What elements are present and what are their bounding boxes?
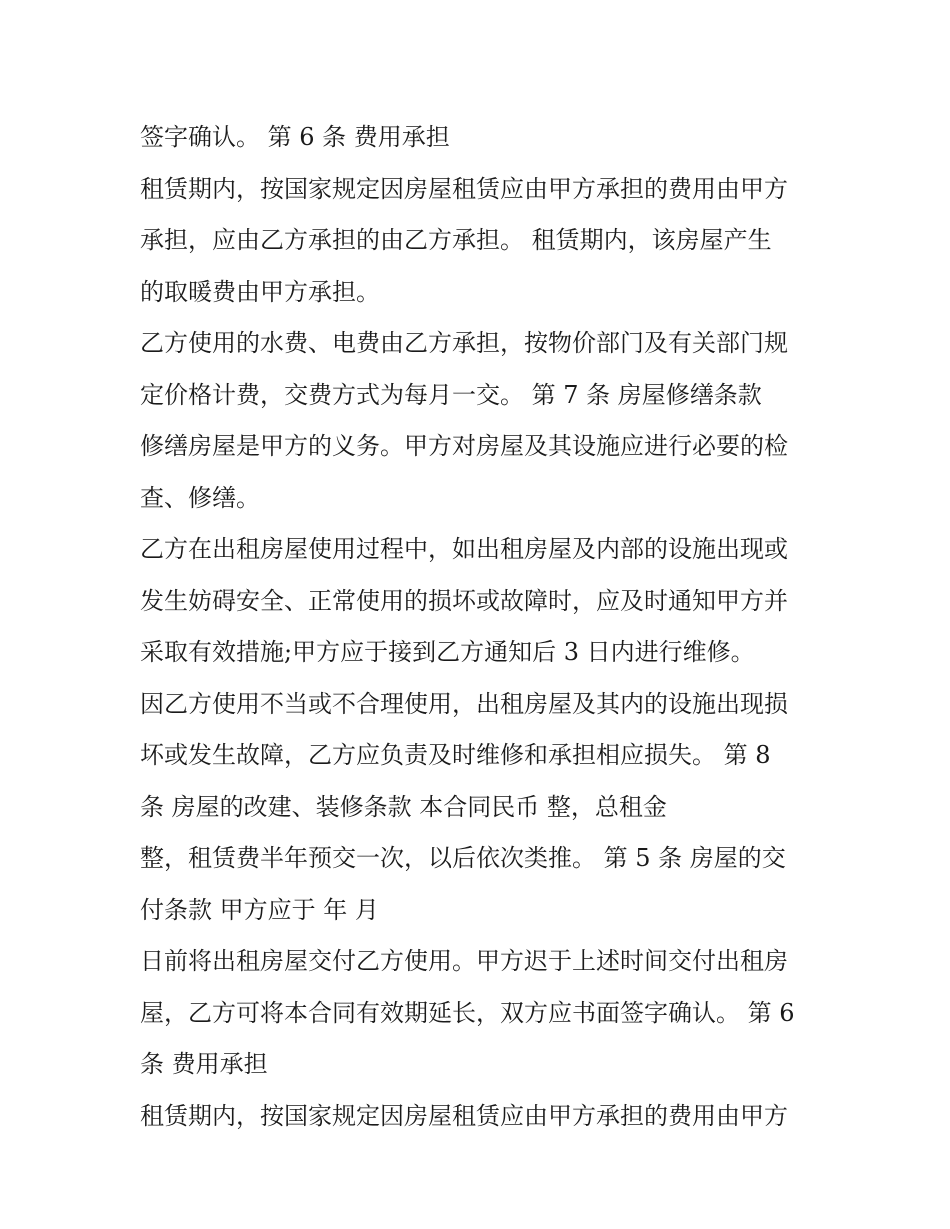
- text-line: 付条款 甲方应于 年 月: [140, 895, 379, 924]
- text-line: 坏或发生故障，乙方应负责及时维修和承担相应损失。 第 8: [140, 741, 771, 769]
- text-line: 查、修缮。: [140, 483, 260, 512]
- text-line: 承担，应由乙方承担的由乙方承担。 租赁期内，该房屋产生: [140, 226, 772, 254]
- text-line: 日前将出租房屋交付乙方使用。甲方迟于上述时间交付出租房: [140, 947, 788, 975]
- text-line: 租赁期内，按国家规定因房屋租赁应由甲方承担的费用由甲方: [140, 174, 788, 203]
- text-line: 因乙方使用不当或不合理使用，出租房屋及其内的设施出现损: [140, 689, 788, 718]
- text-line: 租赁期内，按国家规定因房屋租赁应由甲方承担的费用由甲方: [140, 1101, 788, 1130]
- document-body: [140, 112, 830, 1142]
- text-line: 定价格计费，交费方式为每月一交。 第 7 条 房屋修缮条款: [140, 380, 762, 409]
- text-line: 乙方使用的水费、电费由乙方承担，按物价部门及有关部门规: [140, 329, 788, 357]
- text-line: 条 房屋的改建、装修条款 本合同民币 整，总租金: [140, 792, 667, 821]
- text-line: 屋，乙方可将本合同有效期延长，双方应书面签字确认。 第 6: [140, 998, 795, 1027]
- text-line: 乙方在出租房屋使用过程中，如出租房屋及内部的设施出现或: [140, 535, 788, 563]
- text-line: 签字确认。 第 6 条 费用承担: [140, 123, 450, 151]
- text-line: 发生妨碍安全、正常使用的损坏或故障时，应及时通知甲方并: [140, 586, 788, 615]
- text-line: 整，租赁费半年预交一次，以后依次类推。 第 5 条 房屋的交: [140, 844, 786, 872]
- text-line: 条 费用承担: [140, 1050, 268, 1078]
- text-line: 采取有效措施;甲方应于接到乙方通知后 3 日内进行维修。: [140, 638, 755, 666]
- text-line: 修缮房屋是甲方的义务。甲方对房屋及其设施应进行必要的检: [140, 432, 788, 460]
- text-line: 的取暖费由甲方承担。: [140, 277, 380, 306]
